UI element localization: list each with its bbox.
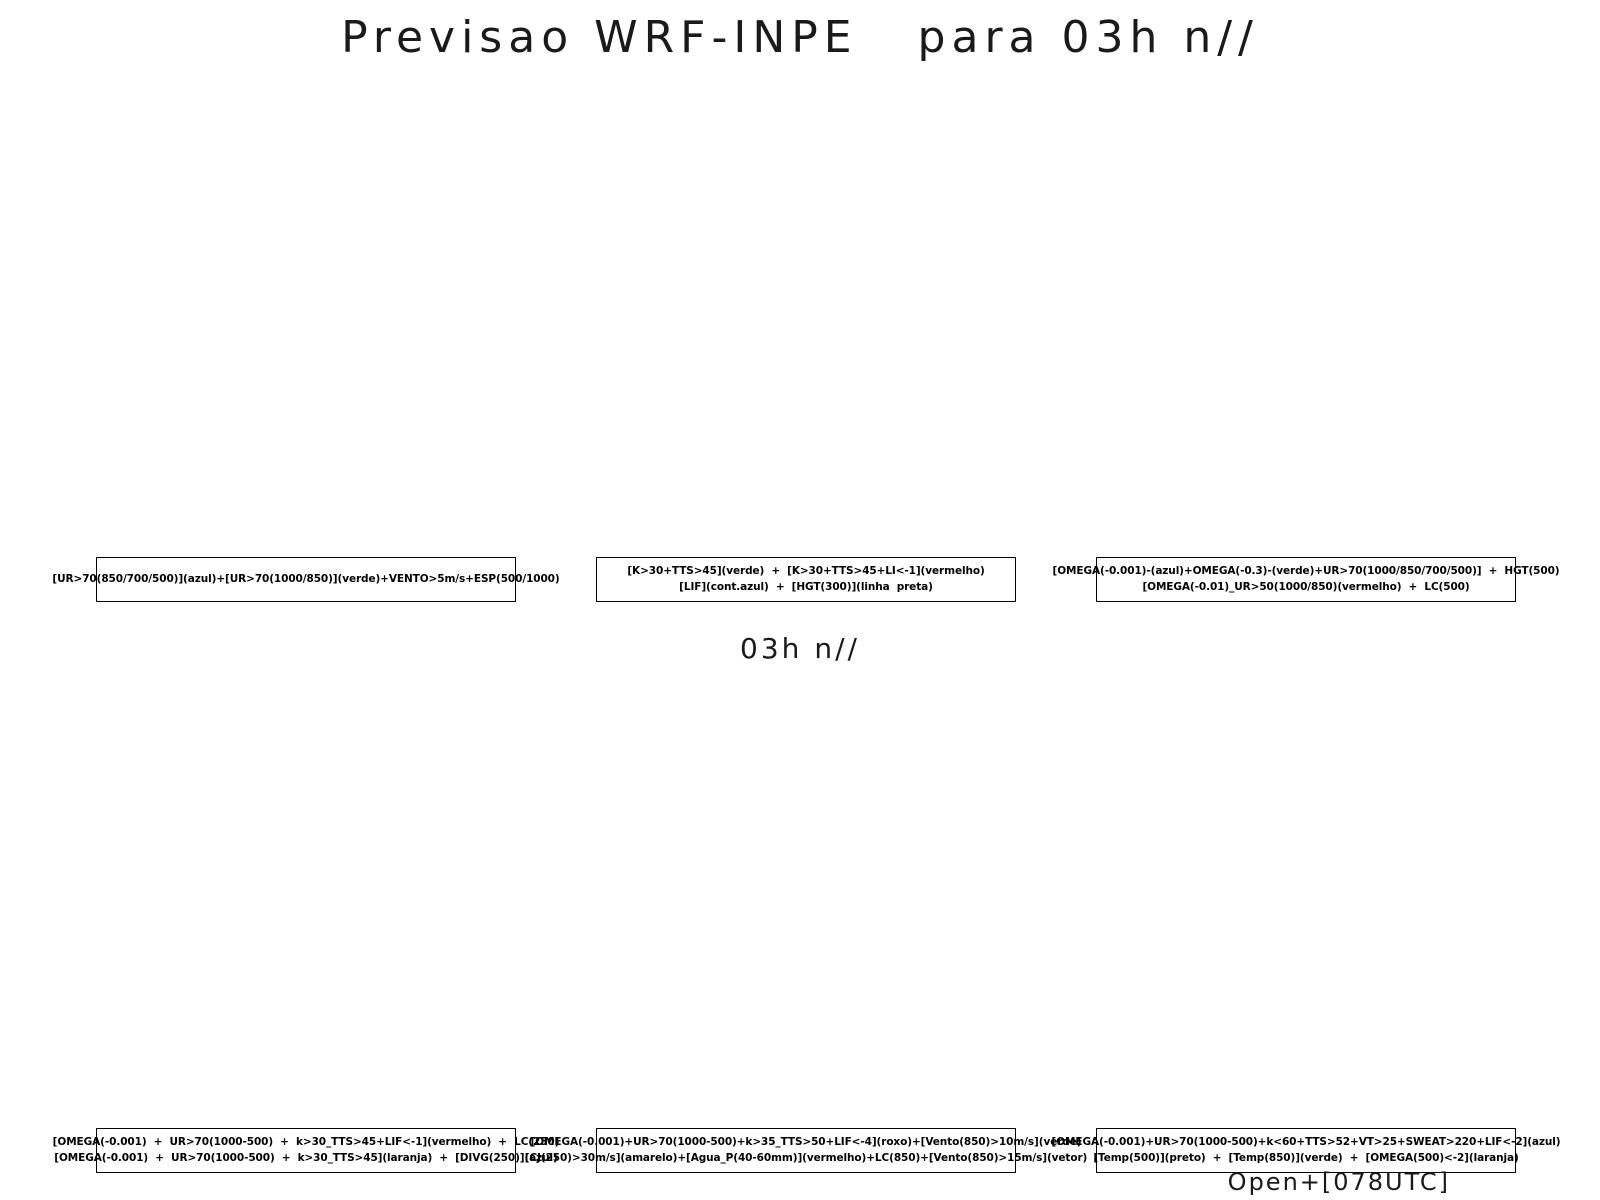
forecast-hour-label: 03h n//	[740, 632, 860, 665]
legend-box-bottom-center	[524, 1128, 1088, 1173]
legend-line: [OMEGA(-0.001)+UR>70(1000-500)+k<60+TTS>52+VT>25+SWEAT>220+LIF<-2](azul)	[1051, 1136, 1561, 1149]
legend-line: [OMEGA(-0.001) + UR>70(1000-500) + k>30_TTS>45+LIF<-1](vermelho) + LC(250)	[52, 1136, 560, 1149]
legend-box-bottom-left	[52, 1128, 560, 1173]
legend-line: [OMEGA(-0.001)-(azul)+OMEGA(-0.3)-(verde)+UR>70(1000/850/700/500)] + HGT(500)	[1052, 565, 1560, 578]
legend-line: [OMEGA(-0.01)_UR>50(1000/850)(vermelho) + LC(500)	[1142, 580, 1470, 593]
legend-line: [CJ(250)>30m/s](amarelo)+[Agua_P(40-60mm)](vermelho)+LC(850)+[Vento(850)>15m/s](vetor)	[524, 1151, 1088, 1164]
legend-line: [Temp(500)](preto) + [Temp(850)](verde) + [OMEGA(500)<-2](laranja)	[1093, 1151, 1519, 1164]
legend-box-bottom-right	[1051, 1128, 1561, 1173]
legend-box-top-center	[596, 557, 1016, 602]
legend-box-top-right	[1052, 557, 1560, 602]
footer-open-label: Open+[078UTC]	[1227, 1168, 1450, 1196]
page-title: Previsao WRF-INPE para 03h n//	[341, 12, 1259, 63]
legend-line: [UR>70(850/700/500)](azul)+[UR>70(1000/850)](verde)+VENTO>5m/s+ESP(500/1000)	[52, 572, 560, 585]
legend-line: [LIF](cont.azul) + [HGT(300)](linha preta)	[679, 580, 933, 593]
legend-line: [OMEGA(-0.001)+UR>70(1000-500)+k>35_TTS>50+LIF<-4](roxo)+[Vento(850)>10m/s](verde)	[530, 1136, 1082, 1149]
legend-line: [K>30+TTS>45](verde) + [K>30+TTS>45+LI<-1](vermelho)	[627, 565, 985, 578]
legend-box-top-left	[52, 557, 560, 602]
legend-line: [OMEGA(-0.001) + UR>70(1000-500) + k>30_TTS>45](laranja) + [DIVG(250)](azul)	[54, 1151, 558, 1164]
